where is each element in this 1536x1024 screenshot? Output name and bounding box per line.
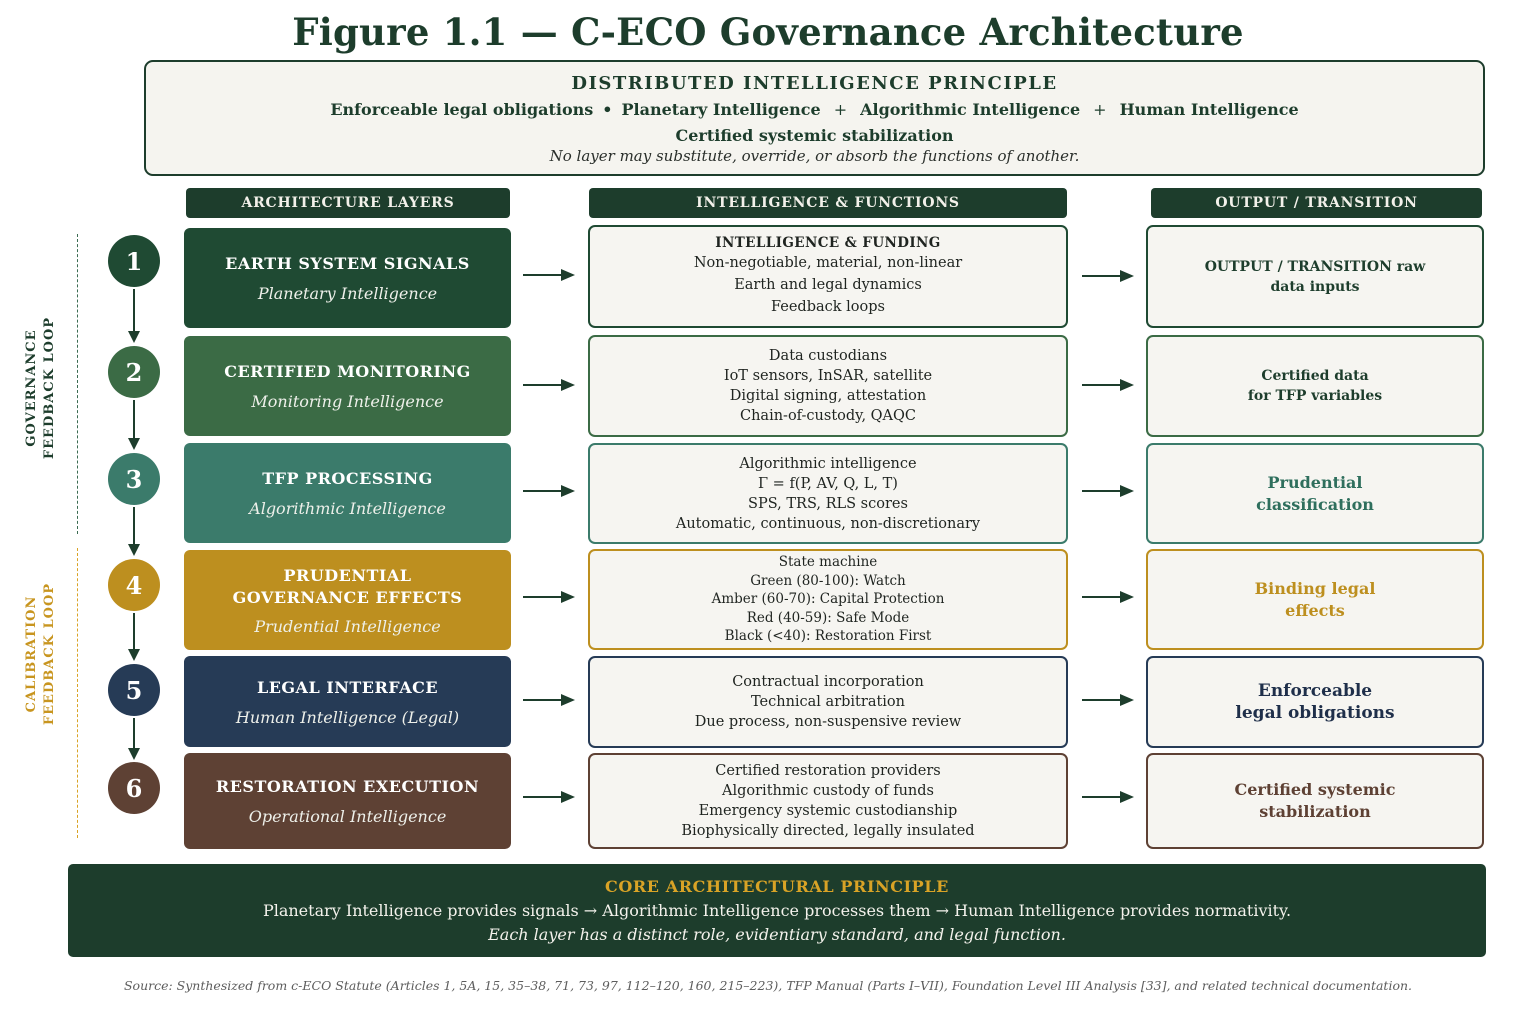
layer-subtitle: Operational Intelligence: [248, 807, 447, 826]
layer-title: LEGAL INTERFACE: [256, 677, 439, 697]
functions-box-6: [588, 753, 1068, 849]
principle-item-planetary: Planetary Intelligence: [621, 100, 821, 119]
right-arrow-icon: [523, 789, 575, 805]
down-arrow-icon: [127, 507, 141, 556]
layer-title: PRUDENTIAL: [283, 565, 412, 585]
output-box-3: [1146, 443, 1484, 544]
function-line: Earth and legal dynamics: [734, 277, 922, 293]
layer-subtitle: Monitoring Intelligence: [251, 392, 444, 411]
layer-title: RESTORATION EXECUTION: [215, 777, 480, 796]
layer-number-6: 6: [108, 762, 160, 814]
calibration-feedback-loop-label: [23, 579, 59, 729]
layer-number-1: 1: [108, 235, 160, 287]
layer-subtitle: Algorithmic Intelligence: [249, 499, 446, 518]
calibration-loop-line: [77, 548, 78, 838]
plus-separator: +: [1093, 100, 1107, 119]
function-line: Certified restoration providers: [715, 763, 941, 779]
output-box-4: [1146, 549, 1484, 650]
right-arrow-icon: [1082, 789, 1134, 805]
layer-number-3: 3: [108, 453, 160, 505]
function-line: Non-negotiable, material, non-linear: [693, 255, 963, 271]
governance-loop-line: [77, 234, 78, 534]
layer-box-1: [184, 228, 511, 328]
functions-heading: INTELLIGENCE & FUNDING: [715, 235, 941, 251]
function-line: Red (40-59): Safe Mode: [746, 609, 910, 626]
principle-title: DISTRIBUTED INTELLIGENCE PRINCIPLE: [571, 73, 1058, 94]
function-line: Algorithmic custody of funds: [722, 783, 934, 799]
loop-label-line: FEEDBACK LOOP: [42, 316, 57, 460]
output-line: Prudential: [1267, 472, 1363, 492]
layer-box-4: [184, 550, 511, 650]
layer-box-2: [184, 336, 511, 436]
function-line: Chain-of-custody, QAQC: [740, 408, 916, 424]
output-box-6: [1146, 753, 1484, 849]
principle-components: [146, 100, 1483, 119]
output-line: classification: [1256, 494, 1374, 514]
layer-title: CERTIFIED MONITORING: [224, 362, 471, 381]
layer-box-5: [184, 656, 511, 747]
function-line: State machine: [778, 554, 878, 571]
header-intelligence-functions: INTELLIGENCE & FUNCTIONS: [589, 188, 1067, 218]
core-principle-title: CORE ARCHITECTURAL PRINCIPLE: [605, 877, 949, 896]
function-line: Emergency systemic custodianship: [698, 803, 958, 819]
output-box-1: [1146, 225, 1484, 328]
functions-box-2: [588, 335, 1068, 437]
function-line: Amber (60-70): Capital Protection: [711, 591, 945, 608]
function-line: Automatic, continuous, non-discretionary: [675, 515, 981, 532]
core-principle-box: [68, 864, 1486, 957]
function-line: Digital signing, attestation: [729, 388, 927, 404]
output-line: Certified data: [1261, 368, 1369, 384]
down-arrow-icon: [127, 718, 141, 760]
function-line: SPS, TRS, RLS scores: [748, 495, 908, 512]
loop-label-line: FEEDBACK LOOP: [42, 582, 57, 726]
output-line: Certified systemic: [1234, 780, 1396, 799]
function-line: Technical arbitration: [750, 694, 905, 710]
right-arrow-icon: [1082, 589, 1134, 605]
layer-number-4: 4: [108, 559, 160, 611]
function-line: Feedback loops: [771, 299, 885, 315]
header-architecture-layers: ARCHITECTURE LAYERS: [186, 188, 510, 218]
functions-box-1: [588, 225, 1068, 328]
output-box-2: [1146, 335, 1484, 437]
layer-subtitle: Human Intelligence (Legal): [235, 707, 460, 727]
right-arrow-icon: [523, 377, 575, 393]
output-line: for TFP variables: [1247, 388, 1383, 404]
functions-box-3: [588, 443, 1068, 544]
layer-number-2: 2: [108, 346, 160, 398]
layer-title: EARTH SYSTEM SIGNALS: [225, 254, 470, 273]
right-arrow-icon: [523, 589, 575, 605]
principle-item-legal: Enforceable legal obligations: [330, 100, 594, 119]
layer-subtitle: Prudential Intelligence: [254, 616, 441, 636]
function-line: Contractual incorporation: [732, 674, 924, 690]
right-arrow-icon: [1082, 268, 1134, 284]
output-line: data inputs: [1270, 278, 1360, 295]
functions-box-5: [588, 656, 1068, 748]
right-arrow-icon: [1082, 483, 1134, 499]
down-arrow-icon: [127, 289, 141, 343]
core-principle-note: Each layer has a distinct role, evidentiary standard, and legal function.: [488, 925, 1066, 944]
down-arrow-icon: [127, 613, 141, 661]
right-arrow-icon: [523, 692, 575, 708]
header-output-transition: OUTPUT / TRANSITION: [1151, 188, 1482, 218]
loop-label-line: GOVERNANCE: [24, 329, 39, 447]
right-arrow-icon: [523, 267, 575, 283]
output-line: Binding legal: [1254, 578, 1376, 598]
down-arrow-icon: [127, 400, 141, 450]
layer-title: TFP PROCESSING: [262, 469, 433, 488]
figure-title: Figure 1.1 — C-ECO Governance Architecture: [292, 10, 1244, 54]
functions-box-4: [588, 549, 1068, 650]
principle-item-algorithmic: Algorithmic Intelligence: [860, 100, 1081, 119]
plus-separator: +: [833, 100, 848, 119]
layer-box-6: [184, 753, 511, 849]
right-arrow-icon: [1082, 692, 1134, 708]
layer-box-3: [184, 443, 511, 543]
function-line: Due process, non-suspensive review: [694, 714, 962, 730]
principle-item-human: Human Intelligence: [1119, 100, 1299, 119]
function-line: Γ = f(P, AV, Q, L, T): [758, 475, 898, 492]
output-line: stabilization: [1259, 802, 1371, 821]
function-line: IoT sensors, InSAR, satellite: [723, 368, 933, 384]
output-line: Enforceable: [1257, 681, 1373, 701]
layer-subtitle: Planetary Intelligence: [257, 284, 438, 303]
output-box-5: [1146, 656, 1484, 748]
bullet-separator: •: [602, 100, 613, 119]
source-note: Source: Synthesized from c-ECO Statute (Articles 1, 5A, 15, 35–38, 71, 73, 97, 112–120, 160, 215–223), TFP Manual (Parts I–VII), Foundation Level III Analysis [33], and related technical documentation.: [123, 978, 1413, 993]
principle-box: [144, 60, 1485, 176]
right-arrow-icon: [523, 483, 575, 499]
layer-number-5: 5: [108, 664, 160, 716]
loop-label-line: CALIBRATION: [24, 595, 39, 713]
core-principle-text: Planetary Intelligence provides signals → Algorithmic Intelligence processes them → Human Intelligence provides normativity.: [262, 901, 1292, 920]
output-line: OUTPUT / TRANSITION raw: [1204, 258, 1426, 275]
function-line: Biophysically directed, legally insulated: [681, 823, 975, 839]
right-arrow-icon: [1082, 377, 1134, 393]
principle-subtitle: Certified systemic stabilization: [675, 126, 954, 145]
function-line: Green (80-100): Watch: [750, 572, 906, 589]
principle-note: No layer may substitute, override, or absorb the functions of another.: [549, 147, 1080, 165]
output-line: effects: [1285, 600, 1345, 620]
function-line: Data custodians: [768, 348, 888, 364]
governance-feedback-loop-label: [23, 313, 59, 463]
output-line: legal obligations: [1235, 703, 1395, 723]
function-line: Black (<40): Restoration First: [724, 628, 932, 645]
function-line: Algorithmic intelligence: [739, 455, 917, 472]
layer-title: GOVERNANCE EFFECTS: [232, 587, 463, 607]
